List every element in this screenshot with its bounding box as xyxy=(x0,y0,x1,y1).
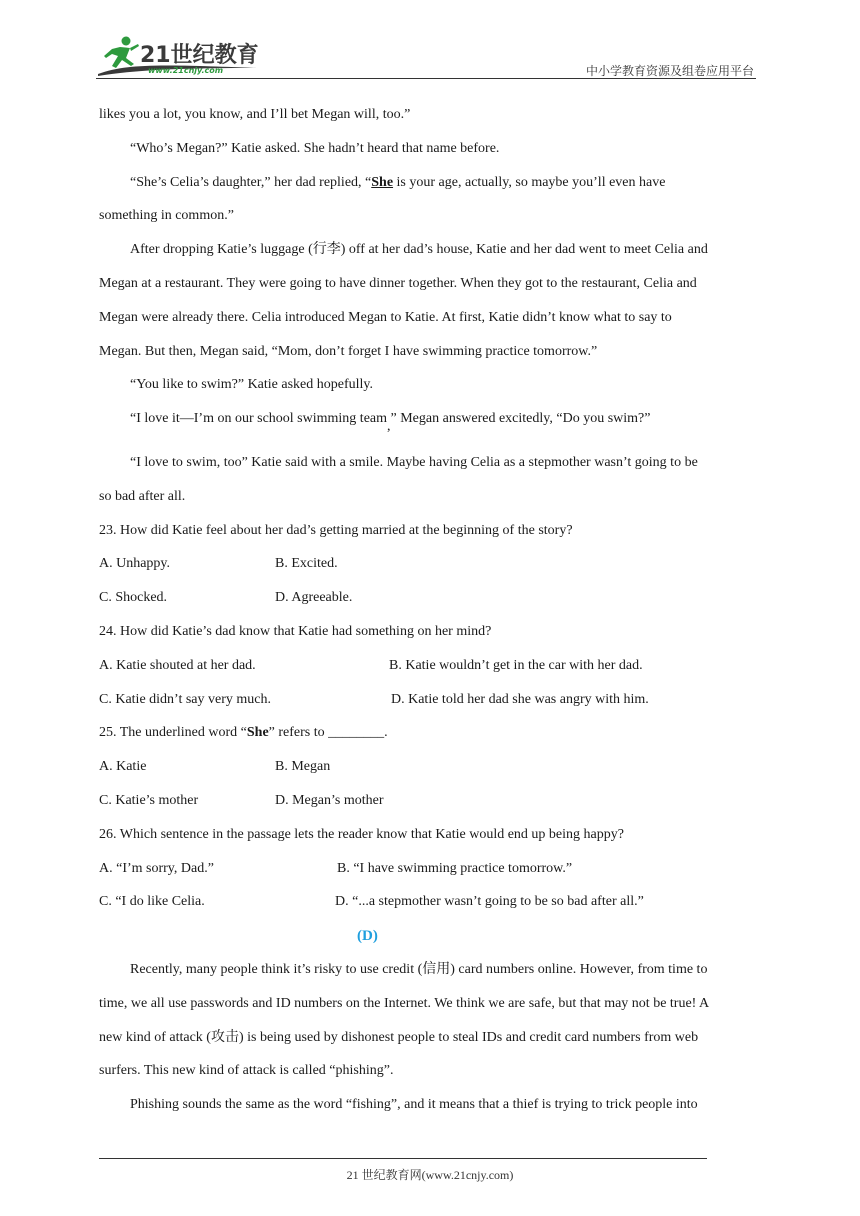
underlined-word-she: She xyxy=(371,174,394,190)
paragraph-line: After dropping Katie’s luggage (行李) off at her dad’s house, Katie and her dad went to meet Celia and xyxy=(130,242,708,258)
option-b: B. “I have swimming practice tomorrow.” xyxy=(337,860,573,876)
page-header xyxy=(96,34,756,80)
option-c: C. Shocked. xyxy=(99,590,168,606)
option-a: A. Katie xyxy=(99,759,147,775)
section-label-d: (D) xyxy=(357,928,378,945)
option-row xyxy=(99,654,763,688)
paragraph-line: Megan. But then, Megan said, “Mom, don’t forget I have swimming practice tomorrow.” xyxy=(99,343,598,359)
question-stem: 23. How did Katie feel about her dad’s getting married at the beginning of the story? xyxy=(99,522,573,538)
question-stem: 24. How did Katie’s dad know that Katie had something on her mind? xyxy=(99,623,492,639)
option-a: A. Unhappy. xyxy=(99,556,171,572)
footer-text: 21 世纪教育网(www.21cnjy.com) xyxy=(346,1168,514,1182)
paragraph-line: “I love to swim, too” Katie said with a smile. Maybe having Celia as a stepmother wasn’t going to be xyxy=(130,454,698,470)
option-d: D. Agreeable. xyxy=(275,590,353,606)
runner-logo-icon xyxy=(96,34,266,78)
option-b: B. Excited. xyxy=(275,556,338,572)
option-row xyxy=(99,755,763,789)
option-row xyxy=(99,789,763,823)
logo xyxy=(96,34,266,78)
paragraph-line: Phishing sounds the same as the word “fishing”, and it means that a thief is trying to trick people into xyxy=(130,1097,698,1113)
paragraph-line: “Who’s Megan?” Katie asked. She hadn’t heard that name before. xyxy=(130,140,500,156)
paragraph-line: Megan were already there. Celia introduced Megan to Katie. At first, Katie didn’t know what to say to xyxy=(99,309,672,325)
paragraph-line: “You like to swim?” Katie asked hopefully. xyxy=(130,377,374,393)
paragraph-line: likes you a lot, you know, and I’ll bet Megan will, too.” xyxy=(99,107,411,122)
paragraph-line: Recently, many people think it’s risky to use credit (信用) card numbers online. However, from time to xyxy=(130,961,708,977)
paragraph-line: “She’s Celia’s daughter,” her dad replied, “She is your age, actually, so maybe you’ll even have xyxy=(130,174,666,190)
option-b: B. Katie wouldn’t get in the car with her dad. xyxy=(389,657,643,673)
option-d: D. Megan’s mother xyxy=(275,792,384,808)
option-row xyxy=(99,586,763,620)
paragraph-line: something in common.” xyxy=(99,208,234,224)
option-row xyxy=(99,857,763,891)
paragraph-line: “I love it—I’m on our school swimming team,” Megan answered excitedly, “Do you swim?” xyxy=(130,411,651,435)
option-c: C. Katie’s mother xyxy=(99,792,199,808)
option-c: C. Katie didn’t say very much. xyxy=(99,691,271,707)
option-d: D. Katie told her dad she was angry with him. xyxy=(391,691,649,707)
option-row xyxy=(99,688,763,722)
option-row xyxy=(99,552,763,586)
svg-text:www.21cnjy.com: www.21cnjy.com xyxy=(148,66,224,75)
paragraph-line: surfers. This new kind of attack is called “phishing”. xyxy=(99,1063,394,1079)
option-c: C. “I do like Celia. xyxy=(99,894,205,910)
header-divider xyxy=(96,78,756,79)
option-row xyxy=(99,890,763,924)
question-stem: 25. The underlined word “She” refers to ________. xyxy=(99,725,388,741)
option-a: A. “I’m sorry, Dad.” xyxy=(99,860,214,876)
paragraph-line: Megan at a restaurant. They were going to have dinner together. When they got to the restaurant, Celia and xyxy=(99,275,697,291)
paragraph-line: new kind of attack (攻击) is being used by dishonest people to steal IDs and credit card numbers from web xyxy=(99,1029,699,1045)
option-a: A. Katie shouted at her dad. xyxy=(99,657,256,673)
paragraph-line: time, we all use passwords and ID numbers on the Internet. We think we are safe, but that may not be true! A xyxy=(99,995,710,1011)
header-slogan: 中小学教育资源及组卷应用平台 xyxy=(585,64,754,78)
footer-divider xyxy=(99,1158,707,1159)
document-body xyxy=(99,103,763,1127)
paragraph-line: so bad after all. xyxy=(99,488,186,504)
option-d: D. “...a stepmother wasn’t going to be so bad after all.” xyxy=(335,894,644,910)
svg-text:21世纪教育: 21世纪教育 xyxy=(140,43,259,68)
option-b: B. Megan xyxy=(275,759,331,775)
question-stem: 26. Which sentence in the passage lets the reader know that Katie would end up being happy? xyxy=(99,826,624,842)
